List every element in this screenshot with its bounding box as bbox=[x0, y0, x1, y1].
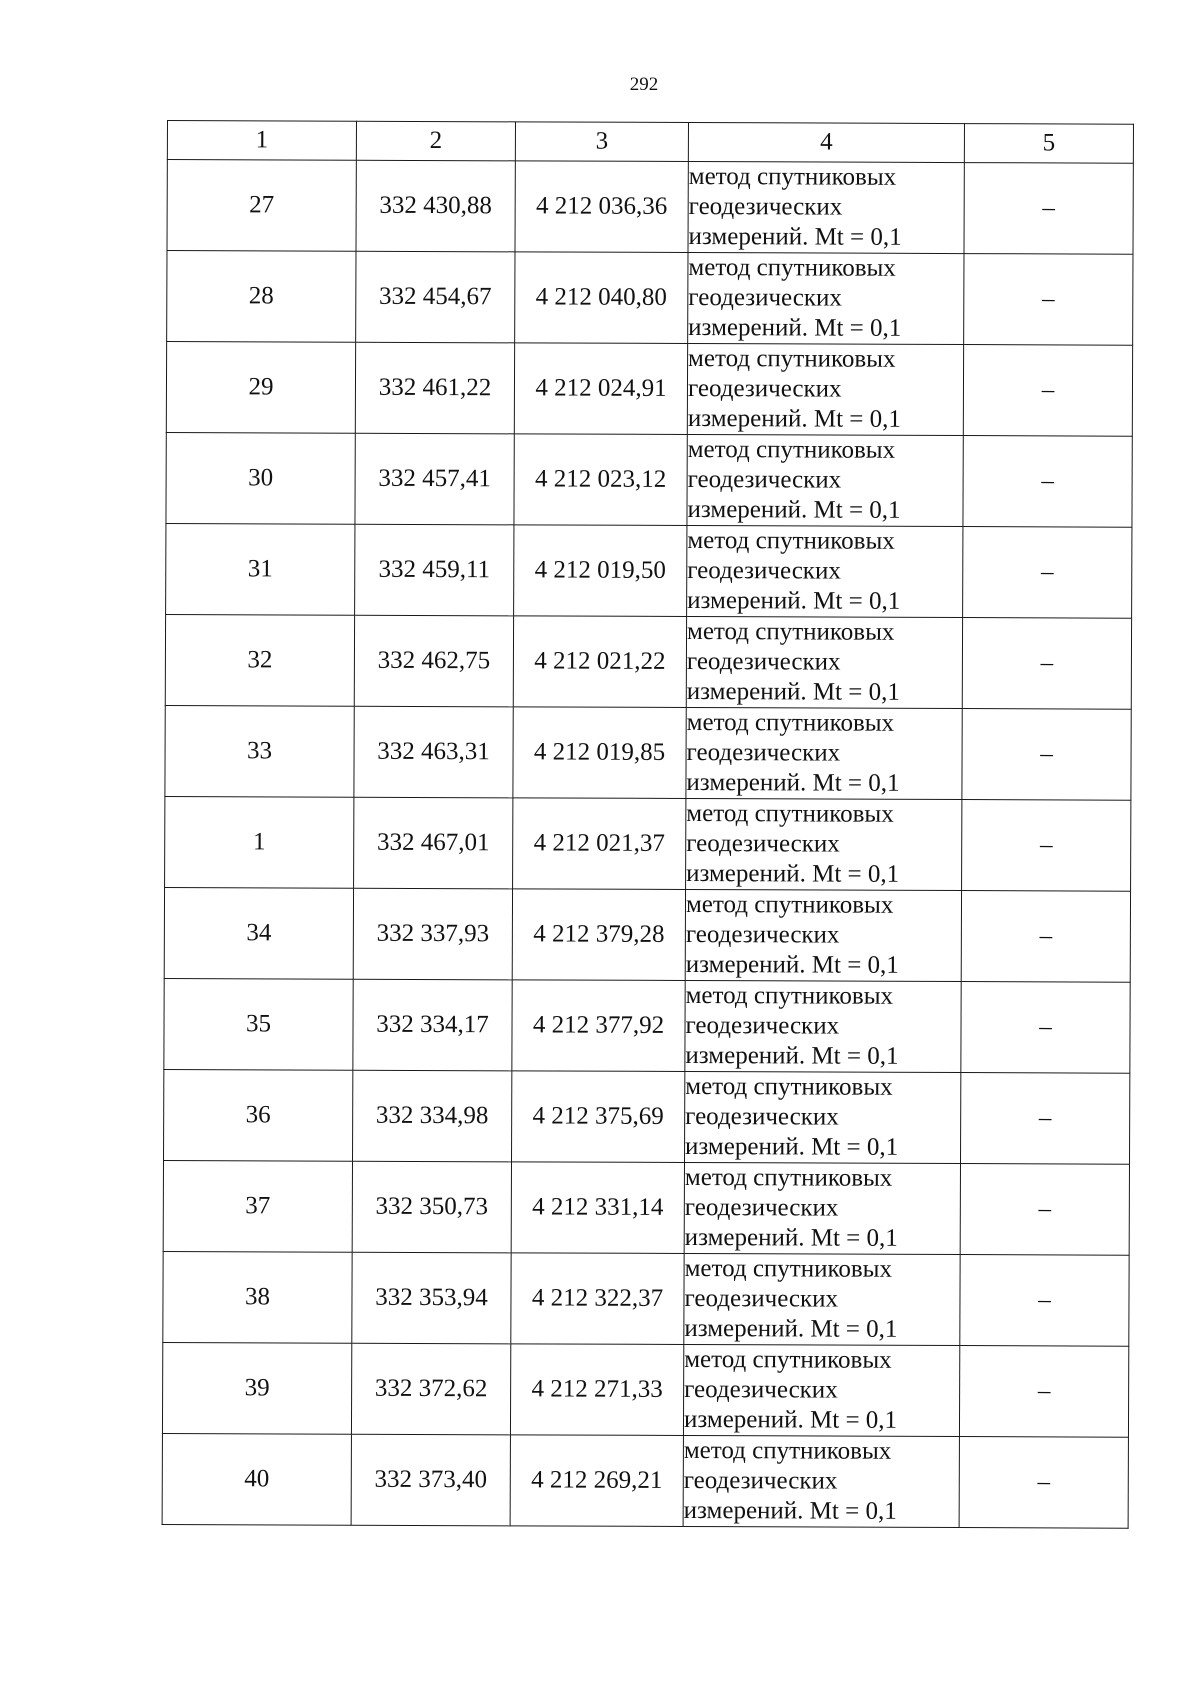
coordinate-x-cell: 332 457,41 bbox=[355, 433, 514, 525]
coordinate-x-cell: 332 430,88 bbox=[356, 160, 515, 252]
point-number-cell: 40 bbox=[162, 1433, 351, 1525]
table-row bbox=[165, 705, 1131, 800]
coordinate-x-cell: 332 467,01 bbox=[354, 797, 513, 889]
point-number-cell: 27 bbox=[167, 160, 356, 252]
method-cell bbox=[686, 616, 962, 708]
method-line: измерений. Mt = 0,1 bbox=[684, 1223, 898, 1252]
coordinate-x-cell: 332 454,67 bbox=[356, 251, 515, 343]
coordinate-y-cell: 4 212 024,91 bbox=[514, 343, 687, 435]
note-cell: – bbox=[959, 1437, 1128, 1529]
table-row bbox=[164, 1069, 1130, 1164]
method-cell bbox=[688, 162, 964, 254]
note-cell: – bbox=[962, 709, 1131, 801]
method-line: метод спутниковых bbox=[685, 890, 894, 919]
method-cell bbox=[686, 707, 962, 799]
coordinate-x-cell: 332 463,31 bbox=[354, 706, 513, 798]
method-line: геодезических bbox=[688, 284, 842, 312]
coordinate-y-cell: 4 212 021,22 bbox=[513, 616, 686, 708]
coordinate-x-cell: 332 350,73 bbox=[352, 1161, 511, 1253]
coordinate-y-cell: 4 212 023,12 bbox=[514, 434, 687, 526]
method-line: геодезических bbox=[684, 1193, 839, 1222]
method-line: измерений. Mt = 0,1 bbox=[683, 1405, 898, 1434]
point-number-cell: 38 bbox=[163, 1251, 352, 1343]
coordinate-y-cell: 4 212 331,14 bbox=[511, 1162, 684, 1254]
note-cell: – bbox=[963, 345, 1132, 437]
method-line: геодезических bbox=[686, 829, 840, 858]
method-cell bbox=[685, 1071, 961, 1163]
note-cell: – bbox=[961, 982, 1130, 1074]
table-row bbox=[162, 1433, 1128, 1528]
method-line: геодезических bbox=[686, 738, 841, 767]
column-header-4: 4 bbox=[688, 123, 964, 163]
method-line: измерений. Mt = 0,1 bbox=[685, 950, 899, 979]
note-cell: – bbox=[964, 254, 1133, 346]
point-number-cell: 39 bbox=[162, 1342, 351, 1434]
method-cell bbox=[688, 253, 964, 345]
coordinate-x-cell: 332 461,22 bbox=[355, 342, 514, 434]
coordinate-x-cell: 332 459,11 bbox=[355, 524, 514, 616]
method-line: геодезических bbox=[687, 466, 842, 494]
method-line: геодезических bbox=[685, 1102, 839, 1131]
point-number-cell: 28 bbox=[167, 251, 356, 343]
method-line: метод спутниковых bbox=[688, 163, 897, 191]
note-cell: – bbox=[962, 800, 1131, 892]
coordinate-x-cell: 332 334,17 bbox=[353, 979, 512, 1071]
table-row bbox=[164, 887, 1130, 982]
note-cell: – bbox=[960, 1164, 1129, 1256]
coordinate-y-cell: 4 212 019,50 bbox=[514, 525, 687, 617]
method-line: метод спутниковых bbox=[684, 1254, 893, 1283]
table-row bbox=[163, 1251, 1129, 1346]
table-row bbox=[166, 432, 1132, 527]
point-number-cell: 31 bbox=[166, 523, 355, 615]
method-cell bbox=[683, 1344, 959, 1436]
table-row bbox=[166, 342, 1132, 437]
table-row bbox=[163, 1160, 1129, 1255]
table-row bbox=[162, 1342, 1128, 1437]
method-line: измерений. Mt = 0,1 bbox=[686, 768, 900, 797]
method-line: геодезических bbox=[683, 1466, 838, 1495]
coordinate-y-cell: 4 212 322,37 bbox=[511, 1253, 684, 1345]
method-line: метод спутниковых bbox=[686, 618, 895, 646]
method-line: метод спутниковых bbox=[688, 345, 896, 373]
table-row bbox=[165, 796, 1131, 891]
method-cell bbox=[685, 889, 961, 981]
page-number: 292 bbox=[629, 74, 659, 95]
coordinate-x-cell: 332 353,94 bbox=[352, 1252, 511, 1344]
coordinate-x-cell: 332 337,93 bbox=[353, 888, 512, 980]
method-line: метод спутниковых bbox=[686, 799, 894, 828]
coordinate-x-cell: 332 372,62 bbox=[351, 1343, 510, 1435]
note-cell: – bbox=[963, 527, 1132, 619]
method-cell bbox=[686, 798, 962, 890]
method-line: измерений. Mt = 0,1 bbox=[685, 1132, 899, 1161]
note-cell: – bbox=[959, 1346, 1128, 1438]
coordinate-y-cell: 4 212 021,37 bbox=[513, 798, 686, 890]
method-line: измерений. Mt = 0,1 bbox=[687, 587, 901, 615]
method-line: метод спутниковых bbox=[685, 1072, 893, 1101]
method-cell bbox=[685, 980, 961, 1072]
coordinate-x-cell: 332 462,75 bbox=[354, 615, 513, 707]
column-header-3: 3 bbox=[515, 122, 688, 162]
table-row bbox=[165, 614, 1131, 709]
coordinate-y-cell: 4 212 269,21 bbox=[510, 1435, 683, 1527]
point-number-cell: 32 bbox=[165, 614, 354, 706]
method-line: измерений. Mt = 0,1 bbox=[687, 496, 901, 524]
method-line: геодезических bbox=[687, 375, 842, 403]
coordinate-x-cell: 332 373,40 bbox=[351, 1434, 510, 1526]
point-number-cell: 34 bbox=[164, 887, 353, 979]
table-row bbox=[164, 978, 1130, 1073]
method-line: измерений. Mt = 0,1 bbox=[683, 1496, 897, 1525]
coordinate-y-cell: 4 212 375,69 bbox=[512, 1071, 685, 1163]
method-line: измерений. Mt = 0,1 bbox=[687, 405, 901, 433]
note-cell: – bbox=[964, 163, 1133, 255]
column-header-1: 1 bbox=[167, 121, 356, 161]
note-cell: – bbox=[960, 1073, 1129, 1165]
coordinate-y-cell: 4 212 040,80 bbox=[515, 252, 688, 344]
method-cell bbox=[684, 1162, 960, 1254]
table-row bbox=[167, 160, 1133, 255]
method-line: метод спутниковых bbox=[688, 254, 896, 282]
method-line: геодезических bbox=[685, 1011, 840, 1040]
point-number-cell: 37 bbox=[163, 1160, 352, 1252]
method-line: метод спутниковых bbox=[683, 1436, 892, 1465]
note-cell: – bbox=[960, 1255, 1129, 1347]
point-number-cell: 35 bbox=[164, 978, 353, 1070]
column-header-5: 5 bbox=[964, 124, 1133, 164]
note-cell: – bbox=[963, 436, 1132, 528]
point-number-cell: 29 bbox=[166, 342, 355, 434]
note-cell: – bbox=[961, 891, 1130, 983]
table-body bbox=[162, 160, 1133, 1529]
point-number-cell: 1 bbox=[165, 796, 354, 888]
method-line: геодезических bbox=[684, 1375, 838, 1404]
method-line: геодезических bbox=[685, 920, 840, 949]
method-line: метод спутниковых bbox=[687, 527, 895, 555]
method-line: измерений. Mt = 0,1 bbox=[686, 678, 900, 706]
method-line: измерений. Mt = 0,1 bbox=[685, 1041, 899, 1070]
method-line: геодезических bbox=[684, 1284, 839, 1313]
point-number-cell: 36 bbox=[164, 1069, 353, 1161]
method-line: измерений. Mt = 0,1 bbox=[686, 859, 900, 888]
note-cell: – bbox=[962, 618, 1131, 710]
method-line: метод спутниковых bbox=[685, 981, 894, 1010]
method-line: метод спутниковых bbox=[687, 436, 896, 464]
table-header-row bbox=[167, 121, 1133, 164]
coordinate-y-cell: 4 212 377,92 bbox=[512, 980, 685, 1072]
coordinate-y-cell: 4 212 379,28 bbox=[512, 889, 685, 981]
coordinate-y-cell: 4 212 036,36 bbox=[515, 161, 688, 253]
method-cell bbox=[687, 435, 963, 527]
point-number-cell: 30 bbox=[166, 432, 355, 524]
method-line: геодезических bbox=[687, 557, 841, 585]
coordinate-x-cell: 332 334,98 bbox=[353, 1070, 512, 1162]
table-row bbox=[167, 251, 1133, 346]
coordinate-y-cell: 4 212 271,33 bbox=[510, 1344, 683, 1436]
column-header-2: 2 bbox=[356, 121, 515, 161]
point-number-cell: 33 bbox=[165, 705, 354, 797]
coordinate-y-cell: 4 212 019,85 bbox=[513, 707, 686, 799]
method-cell bbox=[687, 344, 963, 436]
method-line: метод спутниковых bbox=[684, 1163, 893, 1192]
coordinates-table bbox=[162, 120, 1134, 1529]
method-cell bbox=[684, 1253, 960, 1345]
method-cell bbox=[687, 525, 963, 617]
method-line: метод спутниковых bbox=[686, 709, 895, 737]
method-line: метод спутниковых bbox=[684, 1345, 892, 1374]
method-cell bbox=[683, 1435, 959, 1527]
table-row bbox=[166, 523, 1132, 618]
method-line: геодезических bbox=[688, 193, 843, 221]
method-line: измерений. Mt = 0,1 bbox=[688, 223, 902, 251]
method-line: измерений. Mt = 0,1 bbox=[688, 314, 902, 342]
method-line: измерений. Mt = 0,1 bbox=[684, 1314, 898, 1343]
method-line: геодезических bbox=[686, 648, 841, 676]
